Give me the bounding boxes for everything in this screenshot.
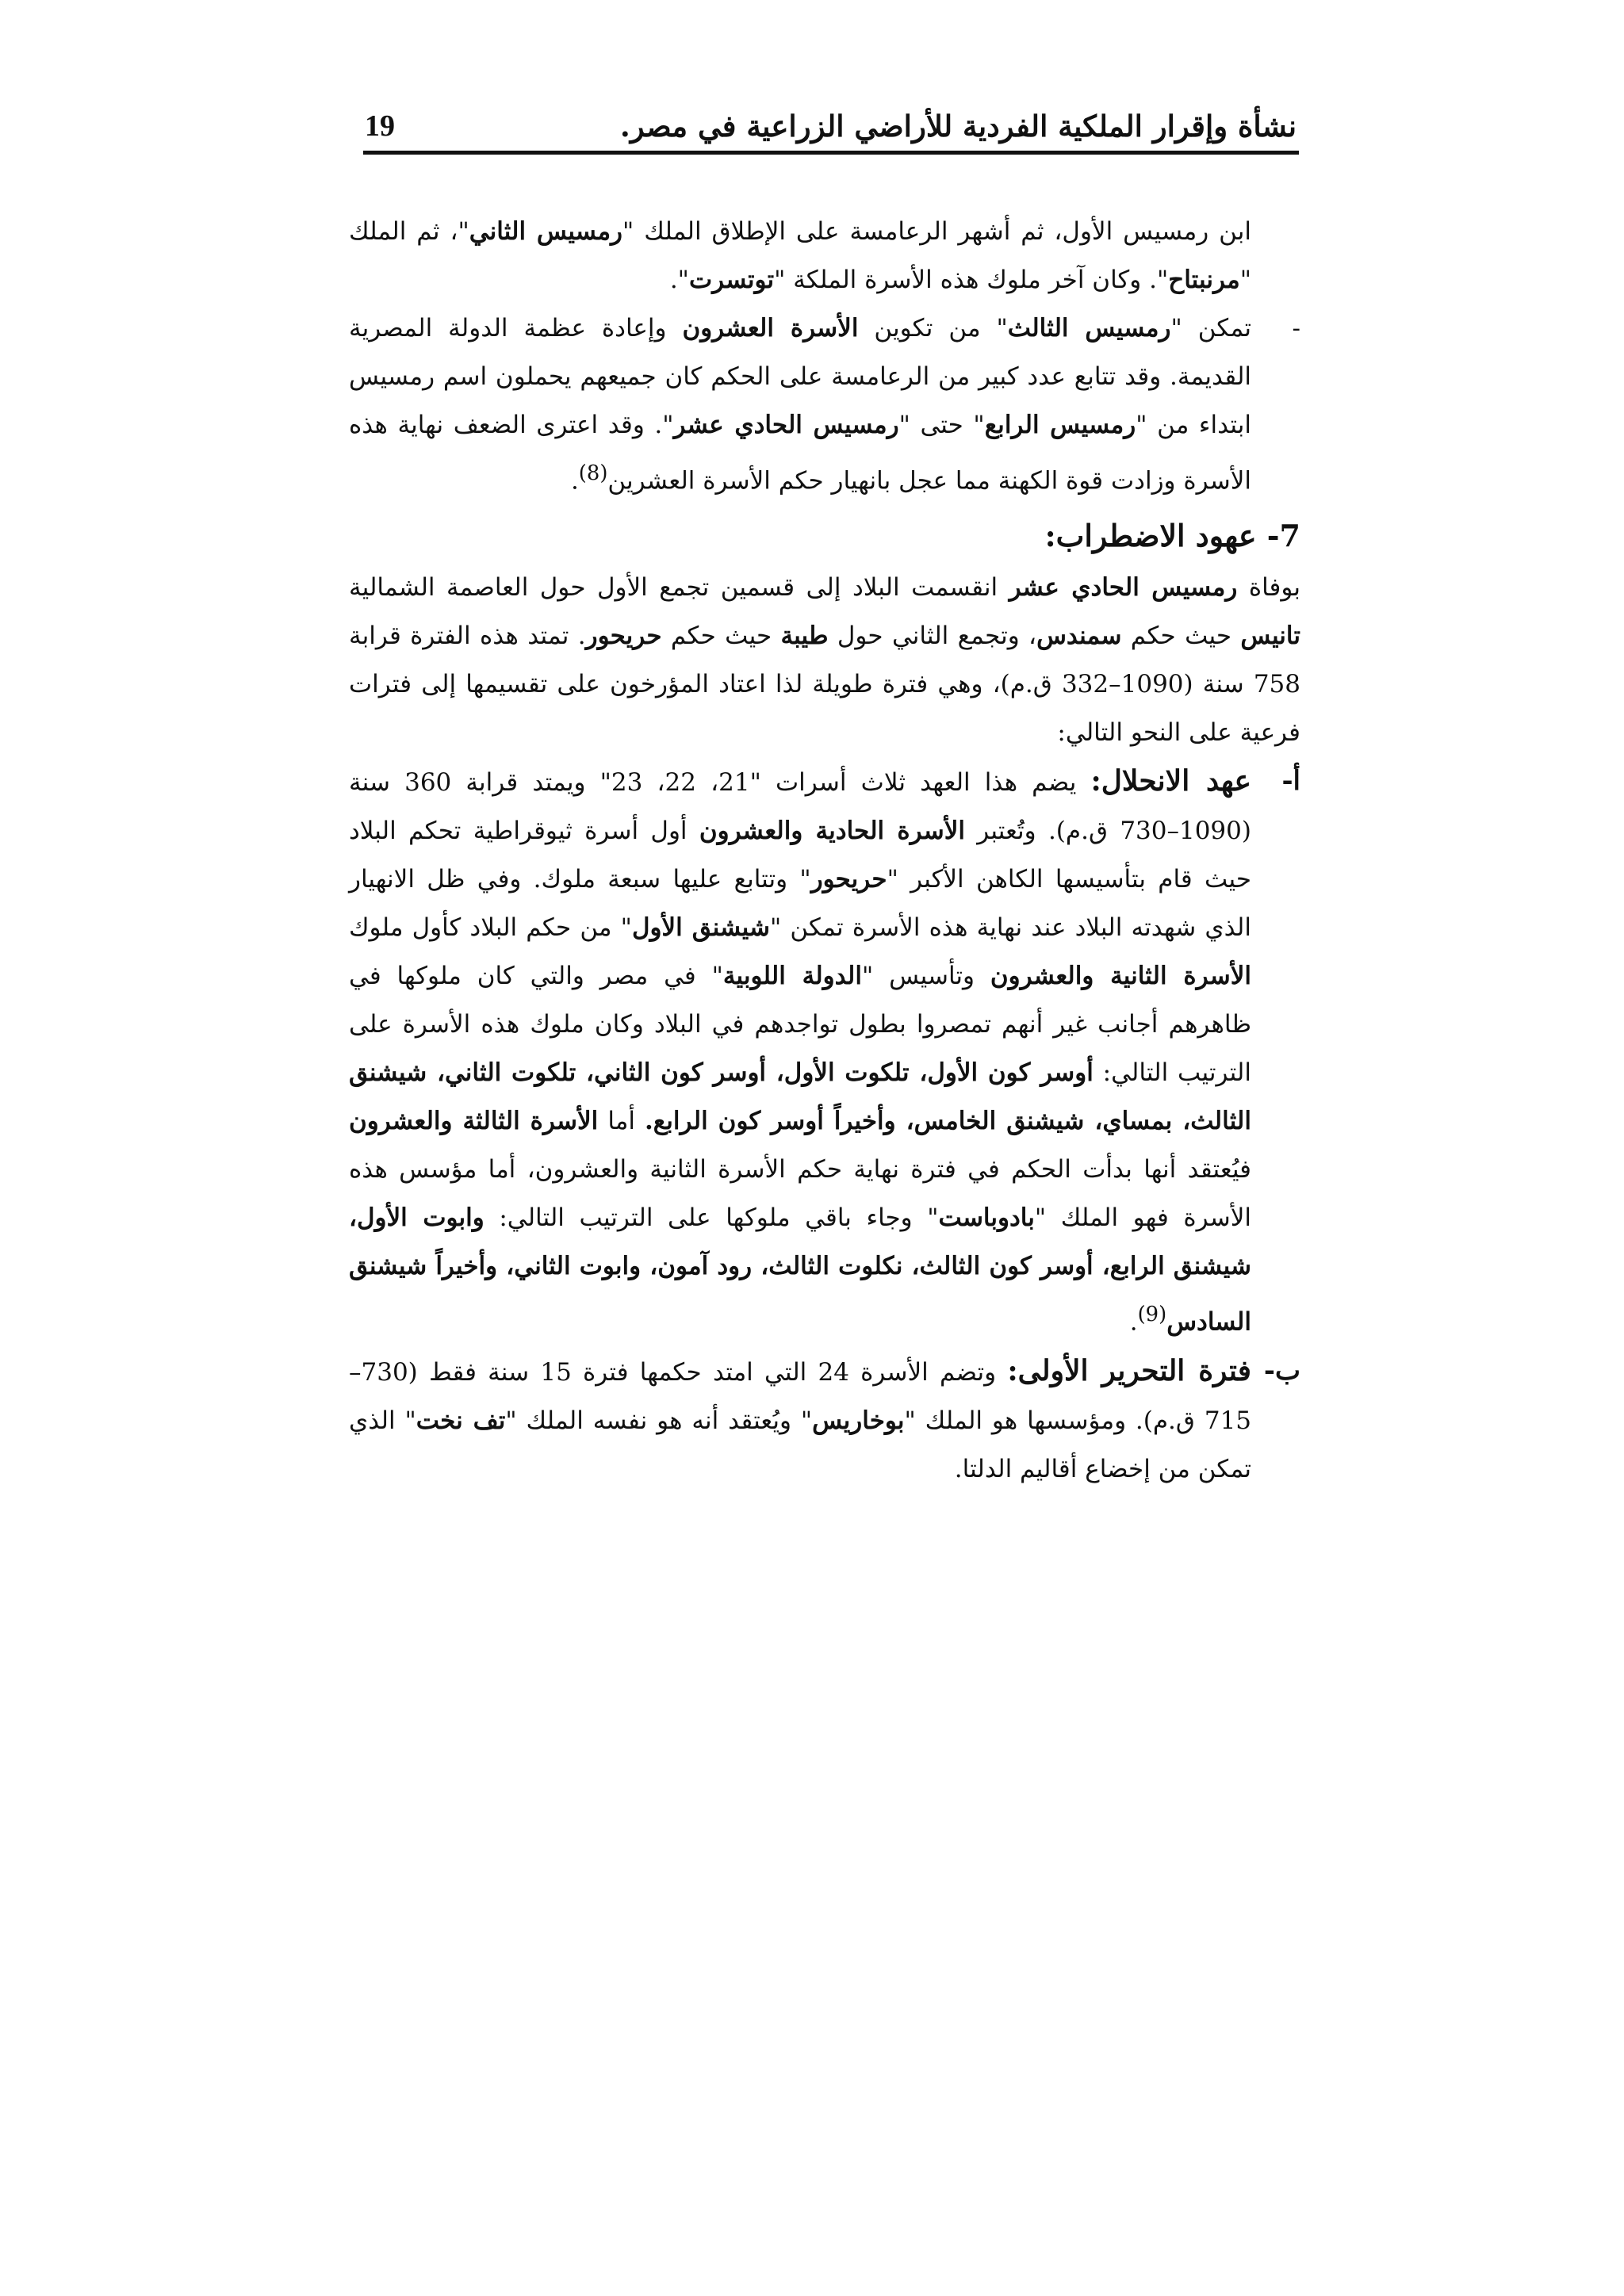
running-header <box>365 101 1297 151</box>
paragraph-continued: ابن رمسيس الأول، ثم أشهر الرعامسة على الإطلاق الملك "رمسيس الثاني"، ثم الملك "مرنبتاح". وكان آخر ملوك هذه الأسرة الملكة "توتسرت". <box>349 217 1251 294</box>
bullet-marker: - <box>1292 314 1300 342</box>
bullet-item: - تمكن "رمسيس الثالث" من تكوين الأسرة العشرون وإعادة عظمة الدولة المصرية القديمة. وقد تتابع عدد كبير من الرعامسة على الحكم كان جميعهم يحملون اسم رمسيس ابتداء من "رمسيس الرابع" حتى "رمسيس الحادي عشر". وقد اعترى الضعف نهاية هذه الأسرة وزادت قوة الكهنة مما عجل بانهيار حكم الأسرة العشرين$^{(8)}$. <box>349 304 1300 505</box>
list-marker: ب- <box>1263 1354 1300 1387</box>
footnote-ref: (9) <box>1137 1303 1167 1327</box>
section-heading: 7- عهود الاضطراب: <box>1044 518 1300 554</box>
item-lead: فترة التحرير الأولى: <box>1007 1353 1251 1387</box>
item-lead: عهد الانحلال: <box>1090 764 1251 798</box>
list-item-a: أ- عهد الانحلال: يضم هذا العهد ثلاث أسرات "21، 22، 23" ويمتد قرابة 360 سنة (1090–730 ق.م). وتُعتبر الأسرة الحادية والعشرون أول أسرة ثيوقراطية تحكم البلاد حيث قام بتأسيسها الكاهن الأكبر "حريحور" وتتابع عليها سبعة ملوك. وفي ظل الانهيار الذي شهدته البلاد عند نهاية هذه الأسرة تمكن "شيشنق الأول" من حكم البلاد كأول ملوك الأسرة الثانية والعشرون وتأسيس "الدولة اللوبية" في مصر والتي كان ملوكها في ظاهرهم أجانب غير أنهم تمصروا بطول تواجدهم في البلاد وكان ملوك هذه الأسرة على الترتيب التالي: أوسر كون الأول، تلكوت الأول، أوسر كون الثاني، تلكوت الثاني، شيشنق الثالث، بمساي، شيشنق الخامس، وأخيراً أوسر كون الرابع. أما الأسرة الثالثة والعشرون فيُعتقد أنها بدأت الحكم في فترة نهاية حكم الأسرة الثانية والعشرون، أما مؤسس هذه الأسرة فهو الملك "بادوباست" وجاء باقي ملوكها على الترتيب التالي: وابوت الأول، شيشنق الرابع، أوسر كون الثالث، نكلوت الثالث، رود آمون، وابوت الثاني، وأخيراً شيشنق السادس$^{(9)}$. <box>349 757 1300 1346</box>
paragraph: بوفاة رمسيس الحادي عشر انقسمت البلاد إلى قسمين تجمع الأول حول العاصمة الشمالية تانيس حيث حكم سمندس، وتجمع الثاني حول طيبة حيث حكم حريحور. تمتد هذه الفترة قرابة 758 سنة (1090–332 ق.م)، وهي فترة طويلة لذا اعتاد المؤرخون على تقسيمها إلى فترات فرعية على النحو التالي: <box>349 573 1300 748</box>
header-rule <box>363 151 1299 155</box>
page-number: 19 <box>365 109 395 143</box>
running-title: نشأة وإقرار الملكية الفردية للأراضي الزراعية في مصر. <box>619 109 1297 144</box>
list-item-b: ب- فترة التحرير الأولى: وتضم الأسرة 24 التي امتد حكمها فترة 15 سنة فقط (730–715 ق.م). ومؤسسها هو الملك "بوخاريس" ويُعتقد أنه هو نفسه الملك "تف نخت" الذي تمكن من إخضاع أقاليم الدلتا. <box>349 1347 1300 1494</box>
footnote-ref: (8) <box>578 461 608 485</box>
list-marker: أ- <box>1281 765 1300 798</box>
body-text <box>349 208 1300 1494</box>
